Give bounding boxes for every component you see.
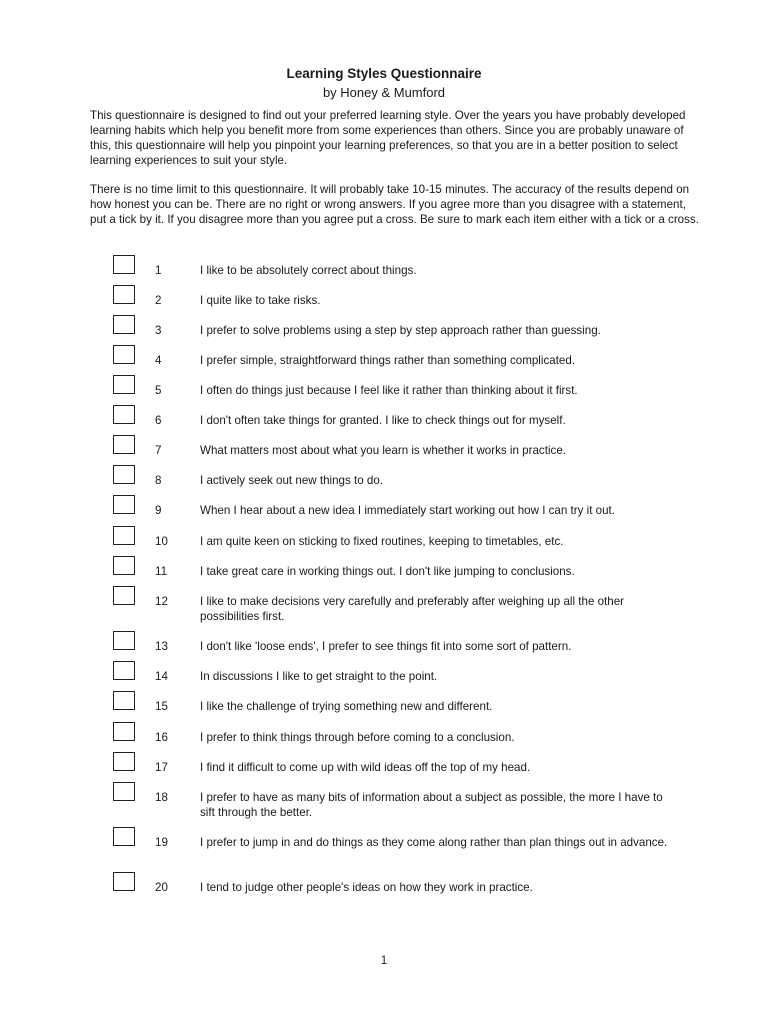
question-text: I prefer to solve problems using a step by step approach rather than guessing.: [200, 324, 601, 337]
question-number: 2: [155, 294, 162, 307]
answer-checkbox[interactable]: [113, 526, 135, 545]
question-item: [0, 835, 768, 865]
answer-checkbox[interactable]: [113, 691, 135, 710]
question-number: 1: [155, 264, 162, 277]
question-number: 6: [155, 414, 162, 427]
question-number: 9: [155, 504, 162, 517]
question-text: I take great care in working things out. I don't like jumping to conclusions.: [200, 565, 575, 578]
answer-checkbox[interactable]: [113, 631, 135, 650]
question-item: [0, 594, 768, 624]
answer-checkbox[interactable]: [113, 782, 135, 801]
question-text: I like the challenge of trying something new and different.: [200, 700, 493, 713]
question-text: I often do things just because I feel like it rather than thinking about it first.: [200, 384, 578, 397]
question-text: I find it difficult to come up with wild ideas off the top of my head.: [200, 761, 531, 774]
question-number: 11: [155, 565, 168, 578]
answer-checkbox[interactable]: [113, 752, 135, 771]
answer-checkbox[interactable]: [113, 495, 135, 514]
question-number: 13: [155, 640, 168, 653]
question-number: 16: [155, 731, 168, 744]
answer-checkbox[interactable]: [113, 405, 135, 424]
question-number: 17: [155, 761, 168, 774]
question-number: 8: [155, 474, 162, 487]
answer-checkbox[interactable]: [113, 722, 135, 741]
question-number: 12: [155, 595, 168, 608]
question-item: [0, 880, 768, 910]
question-number: 19: [155, 836, 168, 849]
question-number: 3: [155, 324, 162, 337]
question-text: I prefer to think things through before coming to a conclusion.: [200, 731, 515, 744]
question-number: 15: [155, 700, 168, 713]
question-item: [0, 790, 768, 820]
question-text: I prefer simple, straightforward things rather than something complicated.: [200, 354, 576, 367]
answer-checkbox[interactable]: [113, 255, 135, 274]
question-number: 10: [155, 535, 168, 548]
question-number: 4: [155, 354, 162, 367]
answer-checkbox[interactable]: [113, 586, 135, 605]
question-text: I like to make decisions very carefully and preferably after weighing up all the other possibilities first.: [200, 595, 625, 623]
intro-paragraph-1: This questionnaire is designed to find out your preferred learning style. Over the years you have probably developed learning habits which help you benefit more from some experiences than others. Since you are probably unaware of this, this questionnaire will help you pinpoint your learning preferences, so that you are in a better position to select learning experiences to suit your style.: [90, 109, 686, 167]
question-text: I tend to judge other people's ideas on how they work in practice.: [200, 881, 533, 894]
question-number: 18: [155, 791, 168, 804]
question-text: I prefer to jump in and do things as they come along rather than plan things out in advance.: [200, 836, 668, 849]
question-number: 7: [155, 444, 162, 457]
answer-checkbox[interactable]: [113, 661, 135, 680]
answer-checkbox[interactable]: [113, 285, 135, 304]
questionnaire-subtitle: by Honey & Mumford: [322, 85, 446, 100]
intro-paragraph-2: There is no time limit to this questionnaire. It will probably take 10-15 minutes. The accuracy of the results depend on how honest you can be. There are no right or wrong answers. If you agree more than you disagree with a statement, put a tick by it. If you disagree more than you agree put a cross. Be sure to mark each item either with a tick or a cross.: [90, 183, 699, 226]
question-number: 14: [155, 670, 168, 683]
question-text: In discussions I like to get straight to the point.: [200, 670, 438, 683]
question-text: I am quite keen on sticking to fixed routines, keeping to timetables, etc.: [200, 535, 564, 548]
answer-checkbox[interactable]: [113, 375, 135, 394]
answer-checkbox[interactable]: [113, 435, 135, 454]
question-number: 20: [155, 881, 168, 894]
answer-checkbox[interactable]: [113, 465, 135, 484]
question-text: I actively seek out new things to do.: [200, 474, 384, 487]
answer-checkbox[interactable]: [113, 556, 135, 575]
question-number: 5: [155, 384, 162, 397]
page-number: 1: [380, 954, 388, 967]
answer-checkbox[interactable]: [113, 827, 135, 846]
question-text: I quite like to take risks.: [200, 294, 321, 307]
answer-checkbox[interactable]: [113, 872, 135, 891]
question-text: I don't often take things for granted. I like to check things out for myself.: [200, 414, 566, 427]
question-text: When I hear about a new idea I immediately start working out how I can try it out.: [200, 504, 616, 517]
questionnaire-title: Learning Styles Questionnaire: [286, 66, 482, 81]
question-text: I like to be absolutely correct about things.: [200, 264, 417, 277]
question-text: I prefer to have as many bits of information about a subject as possible, the more I have to sift through the better.: [200, 791, 663, 819]
answer-checkbox[interactable]: [113, 315, 135, 334]
question-text: What matters most about what you learn is whether it works in practice.: [200, 444, 566, 457]
question-text: I don't like 'loose ends', I prefer to see things fit into some sort of pattern.: [200, 640, 572, 653]
answer-checkbox[interactable]: [113, 345, 135, 364]
